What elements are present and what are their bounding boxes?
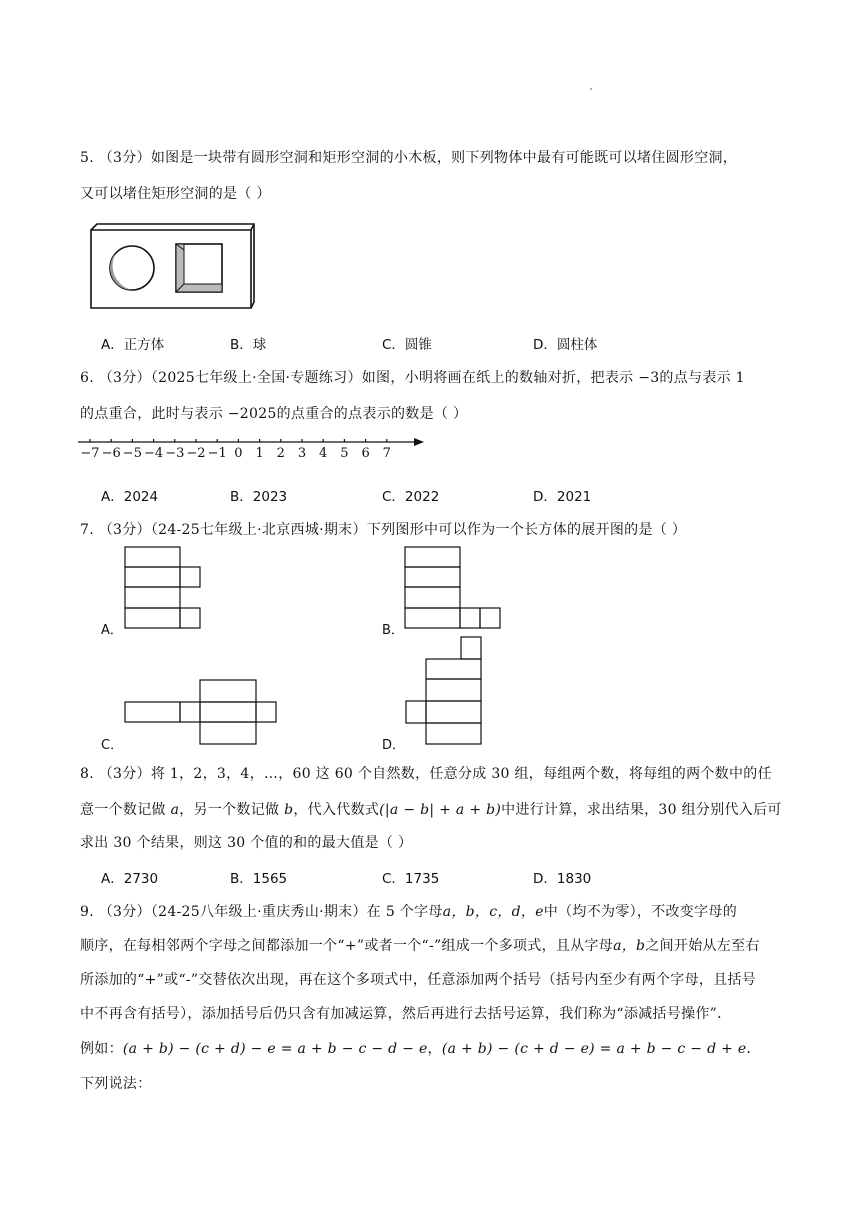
q6-option-c[interactable]: C．2022 — [382, 489, 440, 505]
q9-example-2: (a + b) − (c + d − e) = a + b − c − d + e — [441, 1041, 747, 1057]
q9-example-sep: ， — [427, 1041, 442, 1057]
number-line-tick-label: 3 — [297, 446, 307, 461]
number-line-tick-label: −2 — [186, 446, 206, 461]
q8-line2-part4: 中进行计算，求出结果，30 组分别代入后可 — [501, 802, 782, 818]
number-line-tick-label: −1 — [207, 446, 227, 461]
q9-line2-part1: 顺序，在每相邻两个字母之间都添加一个“+”或者一个“-”组成一个多项式，且从字母 — [80, 938, 614, 954]
number-line-tick-label: −4 — [144, 446, 164, 461]
net-c-figure[interactable] — [124, 678, 282, 748]
q9-example-end: ． — [746, 1041, 761, 1057]
q7-line1: 7. （3分）（24-25七年级上·北京西城·期末）下列图形中可以作为一个长方体的展开图的是（ ） — [80, 522, 687, 538]
q9-line1 — [80, 901, 737, 921]
q8-option-d[interactable]: D．1830 — [533, 871, 592, 887]
q8-var-a: a — [170, 802, 180, 818]
q8-line2-part1: 意一个数记做 — [80, 802, 171, 818]
q6-option-b[interactable]: B．2023 — [230, 489, 288, 505]
number-line-tick-label: 2 — [276, 446, 285, 461]
q8-expression: (|a − b| + a + b) — [379, 802, 502, 818]
q9-line4: 中不再含有括号），添加括号后仍只含有加减运算，然后再进行去括号运算，我们称为“添减括号操作”． — [80, 1006, 732, 1022]
q8-line2-part2: ，另一个数记做 — [179, 802, 285, 818]
net-a-label[interactable]: A． — [101, 623, 123, 638]
q8-line2-part3: ，代入代数式 — [293, 802, 380, 818]
q5-option-b[interactable]: B．球 — [230, 337, 267, 353]
number-line-tick-label: −7 — [80, 446, 100, 461]
number-line-tick-label: 6 — [361, 446, 370, 461]
number-line-tick-label: 1 — [255, 446, 264, 461]
stray-dot — [590, 88, 592, 90]
q9-letters: a，b，c，d，e — [442, 904, 544, 920]
wood-board-figure — [86, 220, 256, 312]
number-line-tick-label: 5 — [340, 446, 349, 461]
q9-line5 — [80, 1038, 761, 1058]
q9-line2 — [80, 935, 760, 955]
q6-option-a[interactable]: A．2024 — [101, 489, 159, 505]
q8-var-b: b — [284, 802, 294, 818]
net-d-label[interactable]: D． — [382, 738, 406, 753]
number-line-tick-label: 0 — [234, 446, 243, 461]
q9-line3: 所添加的“+”或“-”交替依次出现，再在这个多项式中，任意添加两个括号（括号内至少有两个字母，且括号 — [80, 972, 757, 988]
q6-line1: 6. （3分）（2025七年级上·全国·专题练习）如图，小明将画在纸上的数轴对折，把表示 −3的点与表示 1 — [80, 370, 745, 386]
q5-line2: 又可以堵住矩形空洞的是（ ） — [80, 186, 271, 202]
q8-option-a[interactable]: A．2730 — [101, 871, 159, 887]
number-line-tick-label: −5 — [122, 446, 142, 461]
q9-letters-ab: a，b — [613, 938, 646, 954]
net-b-figure[interactable] — [404, 546, 504, 630]
q6-line2: 的点重合，此时与表示 −2025的点重合的点表示的数是（ ） — [80, 406, 468, 422]
q9-example-label: 例如： — [80, 1041, 123, 1057]
net-d-figure[interactable] — [404, 636, 494, 748]
q5-option-d[interactable]: D．圆柱体 — [533, 337, 598, 353]
q5-option-c[interactable]: C．圆锥 — [382, 337, 432, 353]
number-line-tick-label: 7 — [382, 446, 391, 461]
q9-line2-part2: 之间开始从左至右 — [645, 938, 760, 954]
net-a-figure[interactable] — [124, 546, 204, 630]
number-line-tick-label: 4 — [319, 446, 328, 461]
q8-line1: 8. （3分）将 1，2，3，4，…，60 这 60 个自然数，任意分成 30 组，每组两个数，将每组的两个数中的任 — [80, 766, 772, 782]
q9-line6: 下列说法： — [80, 1076, 152, 1092]
number-line-tick-label: −3 — [165, 446, 185, 461]
q8-line2 — [80, 799, 782, 819]
q9-example-1: (a + b) − (c + d) − e = a + b − c − d − e — [122, 1041, 428, 1057]
q5-line1: 5. （3分）如图是一块带有圆形空洞和矩形空洞的小木板，则下列物体中最有可能既可以堵住圆形空洞， — [80, 150, 738, 166]
number-line-tick-label: −6 — [101, 446, 121, 461]
q8-line3: 求出 30 个结果，则这 30 个值的和的最大值是（ ） — [80, 835, 413, 851]
q6-option-d[interactable]: D．2021 — [533, 489, 592, 505]
net-b-label[interactable]: B． — [382, 623, 404, 638]
q8-option-b[interactable]: B．1565 — [230, 871, 288, 887]
net-c-label[interactable]: C． — [101, 738, 124, 753]
q8-option-c[interactable]: C．1735 — [382, 871, 440, 887]
q5-option-a[interactable]: A．正方体 — [101, 337, 165, 353]
q9-line1-part2: 中（均不为零），不改变字母的 — [543, 904, 737, 920]
q9-line1-part1: 9. （3分）（24-25八年级上·重庆秀山·期末）在 5 个字母 — [80, 904, 443, 920]
